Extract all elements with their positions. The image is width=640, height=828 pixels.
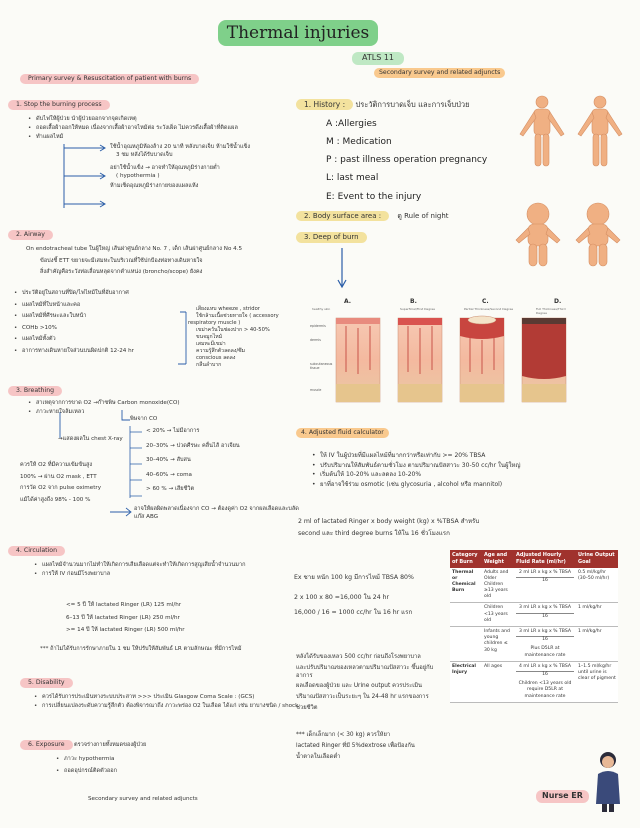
secondary-survey-heading: Secondary survey and related adjuncts xyxy=(374,68,505,78)
lr-rates xyxy=(66,602,296,635)
page-title: Thermal injuries xyxy=(218,20,378,46)
nurse-illustration xyxy=(592,748,624,814)
sign-text: ขนจมูกไหม้ xyxy=(196,334,223,341)
table-cell-rate xyxy=(514,603,576,627)
rate-denominator: 16 xyxy=(542,577,548,583)
sign-text: respiratory muscle ) xyxy=(188,320,241,327)
note-line: lactated Ringer ที่มี 5%dextrose เพื่อป้องกัน xyxy=(296,742,415,749)
co-level: < 20% → ไม่มีอาการ xyxy=(146,428,200,434)
table-cell: Electrical Injury xyxy=(450,661,482,702)
table-cell: 1–1.5 ml/kg/hr until urine is clear of pigment xyxy=(576,661,618,702)
rate-denominator: 16 xyxy=(542,671,548,677)
layer-label: muscle xyxy=(310,388,322,392)
rate-extra: Children <13 years old require D5LR at maintenance rate xyxy=(518,681,572,699)
rate-numerator: 2 ml LR x kg x % TBSA xyxy=(516,570,574,578)
circulation-note: *** ถ้าไม่ได้รับการรักษาภายใน 1 ชม ให้ปรับให้สัมพันธ์ LR ตามลักษณะ ที่มีการไหม้ xyxy=(40,646,242,652)
ample-item: A :Allergies xyxy=(326,119,377,129)
list-item: • เริ่มต้นให้ 10-20% และลดลง 10-20% xyxy=(312,471,612,479)
branch-text: ( hypothermia ) xyxy=(116,172,160,179)
example-line: Ex ชาย หนัก 100 kg มีการไหม้ TBSA 80% xyxy=(294,574,414,581)
fluid-title: 4. Adjusted fluid calculator xyxy=(296,428,389,438)
table-cell: Adults and Older Children ≥13 years old xyxy=(482,568,514,603)
airway-signs xyxy=(188,306,306,369)
bsa-title: 2. Body surface area : xyxy=(296,211,389,221)
note-line: ช่วยชีวิต xyxy=(296,705,318,712)
primary-survey-heading: Primary survey & Resuscitation of patient with burns xyxy=(20,74,199,84)
ample-item: P : past illness operation pregnancy xyxy=(326,155,488,166)
panel-label: B. xyxy=(410,298,417,305)
circulation-list xyxy=(34,562,302,580)
example-line: 2 x 100 x 80 =16,000 ใน 24 hr xyxy=(294,594,390,602)
depth-title: 3. Deep of burn xyxy=(296,232,367,243)
section-stop-burning-title: 1. Stop the burning process xyxy=(8,100,110,110)
table-row xyxy=(450,603,618,627)
ample-list xyxy=(326,118,506,209)
note-line: *** เด็กเล็กมาก (< 30 kg) ควรให้ยา xyxy=(296,732,391,738)
fluid-table-wrap xyxy=(450,550,618,703)
table-cell-rate xyxy=(514,627,576,662)
branch-arrows xyxy=(60,142,110,212)
co-level: 40–60% → coma xyxy=(146,471,192,478)
airway-paragraph xyxy=(26,246,296,277)
table-cell: 1 ml/kg/hr xyxy=(576,627,618,662)
list-item: • การให้ IV ก่อนมีโรงพยาบาล xyxy=(34,571,302,579)
table-row xyxy=(450,568,618,603)
table-header: Adjusted Hourly Fluid Rate (ml/hr) xyxy=(514,550,576,568)
lr-rate: 6–13 ปี ให้ lactated Ringer (LR) 250 ml/hr xyxy=(66,614,180,621)
table-cell xyxy=(450,627,482,662)
o2-text: ควรให้ O2 ที่มีความเข้มข้นสูง xyxy=(20,462,93,468)
table-cell: Infants and young children ≤ 30 kg xyxy=(482,627,514,662)
airway-text: สิ่งสำคัญคือระวังท่อเลื่อนหลุดจากตำแหน่ง (broncho/scope) ยังคง xyxy=(40,269,203,276)
branch-text: ห้ามเช็ดอุณหภูมิร่างกายของแผลแห้ง xyxy=(110,183,199,190)
list-item: • แผลไหม้จำนวนมากไม่ทำให้เกิดการเสียเลือดแต่จะทำให้เกิดการสูญเสียน้ำจำนวนมาก xyxy=(34,562,302,570)
layer-label: dermis xyxy=(310,338,321,342)
list-item: • ภาวะ hypothermia xyxy=(56,756,256,764)
sign-text: เขม่าควันในช่องปาก > 40-50% xyxy=(196,327,270,334)
section-circulation-title: 4. Circulation xyxy=(8,546,65,556)
layer-label: epidermis xyxy=(310,324,326,328)
rate-denominator: 16 xyxy=(542,613,548,619)
exposure-list xyxy=(56,756,256,777)
child-body-figures xyxy=(512,200,632,272)
table-cell-rate xyxy=(514,568,576,603)
table-cell: All ages xyxy=(482,661,514,702)
list-item: • ถอดอุปกรณ์ติดตัวออก xyxy=(56,768,256,776)
airway-text: On endotracheal tube ในผู้ใหญ่ เส้นผ่าศูนย์กลาง No. 7 , เด็ก เส้นผ่าศูนย์กลาง No 4.5 xyxy=(26,246,243,252)
formula-line: 2 ml of lactated Ringer x body weight (kg) x %TBSA สำหรับ xyxy=(298,518,480,525)
sign-text: เสมหะมีเขม่า xyxy=(196,341,226,348)
table-cell: 0.5 ml/kg/hr (30–50 ml/hr) xyxy=(576,568,618,603)
note-line: หลังได้รับของเหลว 500 cc/hr ก่อนถึงโรงพยาบาล xyxy=(296,654,421,660)
co-label: พิษจาก CO xyxy=(130,416,158,422)
note-line: และปรับปริมาณของเหลวตามปริมาณปัสสาวะ ขึ้นอยู่กับอาการ xyxy=(296,664,434,679)
sign-text: เสียงแหบ wheeze , stridor xyxy=(196,306,260,312)
table-cell: Thermal or Chemical Burn xyxy=(450,568,482,603)
sign-text: กลืนลำบาก xyxy=(196,362,222,369)
rate-extra: Plus D5LR at maintenance rate xyxy=(524,646,566,658)
co-level: 30–40% → สับสน xyxy=(146,457,191,464)
history-heading xyxy=(296,100,469,110)
airway-indications-list xyxy=(14,290,179,357)
co-level: 20–30% → ปวดศีรษะ คลื่นไส้ อาเจียน xyxy=(146,442,240,449)
depth-arrow xyxy=(336,246,348,290)
list-item: • แผลไหม้ที่ศีรษะและใบหน้า xyxy=(14,313,179,321)
burn-depth-figure xyxy=(310,298,568,406)
panel-label: D. xyxy=(554,298,562,305)
cxr-note: →แสดงผลใน chest X-ray xyxy=(58,436,123,442)
list-item: • ทำแผลไหม้ xyxy=(28,134,298,142)
panel-caption: Full Thickness/Third Degree xyxy=(536,307,566,316)
list-item: • สาเหตุจากการขาด O2 →ก๊าซพิษ Carbon monoxide(CO) xyxy=(28,400,228,408)
o2-arrow xyxy=(108,506,134,518)
sign-text: conscious ลดลง xyxy=(196,355,236,362)
child-note xyxy=(296,732,446,761)
list-item: • แผลไหม้ทั้งตัว xyxy=(14,336,179,344)
example-line: 16,000 / 16 = 1000 cc/hr ใน 16 hr แรก xyxy=(294,608,413,616)
table-header: Age and Weight xyxy=(482,550,514,568)
airway-text: ข้อบ่งชี้ ETT ขยายจะมีเสมหะในบริเวณที่ใช้ปกป้องท่อทางเดินหายใจ xyxy=(40,257,203,264)
section-breathing-title: 3. Breathing xyxy=(8,386,62,396)
co-level: > 60 % → เสียชีวิต xyxy=(146,486,195,493)
brand-badge: Nurse ER xyxy=(536,790,589,803)
branch-text: อย่าใช้น้ำแข็ง → อาจทำให้อุณหภูมิร่างกายต่ำ xyxy=(110,165,220,172)
lr-rate: <= 5 ปี ให้ lactated Ringer (LR) 125 ml/hr xyxy=(66,602,182,608)
table-cell: Children <13 years old xyxy=(482,603,514,627)
sign-text: ความรู้สึกตัวลดลง/ซึม xyxy=(196,348,246,355)
ample-item: L: last meal xyxy=(326,173,379,184)
branch-text: ใช้น้ำอุณหภูมิห้องล้าง 20 นาที หลังบาดเจ็บ ห้ามใช้น้ำแข็ง xyxy=(110,144,251,150)
table-header-row xyxy=(450,550,618,568)
bsa-heading xyxy=(296,212,449,221)
table-cell: 1 ml/kg/hr xyxy=(576,603,618,627)
adult-body-figures xyxy=(512,92,632,172)
list-item: • ภาวะหายใจล้มเหลว xyxy=(28,409,228,417)
formula-line: second และ third degree burns ให้ใน 16 ชั่วโมงแรก xyxy=(298,530,450,538)
o2-text: การวัด O2 จาก pulse oximetry xyxy=(20,485,101,492)
list-item: • ยาที่อาจใช้ร่วม osmotic (เช่น glycosuria , alcohol หรือ mannitol) xyxy=(312,481,612,489)
branch-text: 3 ชม หลังได้รับบาดเจ็บ xyxy=(116,151,173,158)
note-line: น้ำตาลในเลือดต่ำ xyxy=(296,753,341,760)
fluid-rate-table xyxy=(450,550,618,703)
skin-layers-illustration xyxy=(332,312,568,406)
bsa-rest: ดู Rule of night xyxy=(397,212,449,220)
fluid-list xyxy=(312,452,612,490)
list-item: • ประวัติอยู่ในสถานที่ปิด/ไฟไหม้ในที่อับอากาศ xyxy=(14,290,179,298)
o2-text: 100% → ผ่าน O2 mask , ETT xyxy=(20,473,97,480)
panel-caption: Partial Thickness/Second Degree xyxy=(464,307,514,311)
page-subtitle: ATLS 11 xyxy=(352,52,404,65)
list-item: • ดับไฟให้ผู้ป่วย นำผู้ป่วยออกจากจุดเกิดเหตุ xyxy=(28,116,298,124)
o2-text: แม้ได้ค่าสูงถึง 98% - 100 % xyxy=(20,496,91,503)
table-row xyxy=(450,661,618,702)
list-item: • COHb >10% xyxy=(14,325,179,333)
lr-rate: >= 14 ปี ให้ lactated Ringer (LR) 500 ml/hr xyxy=(66,627,185,634)
ample-item: M : Medication xyxy=(326,137,392,148)
footer-note: Secondary survey and related adjuncts xyxy=(88,796,198,802)
panel-label: C. xyxy=(482,298,489,305)
section-exposure-title: 6. Exposure xyxy=(20,740,73,750)
history-title: 1. History : xyxy=(296,99,353,110)
panel-label: A. xyxy=(344,298,352,305)
rate-numerator: 3 ml LR x kg x % TBSA xyxy=(516,605,574,613)
list-item: • อาการทางเดินหายใจส่วนบนผิดปกติ 12-24 hr xyxy=(14,348,179,356)
airway-bracket xyxy=(176,310,190,366)
list-item: • ควรได้รับการประเมินทางระบบประสาท >>> ประเมิน Glasgow Coma Scale : (GCS) xyxy=(34,694,304,702)
history-title-rest: ประวัติการบาดเจ็บ และการเจ็บป่วย xyxy=(355,100,470,109)
stop-burning-branches xyxy=(110,144,300,191)
fluid-example xyxy=(294,574,444,617)
sign-text: ใช้กล้ามเนื้อช่วยหายใจ ( accessory xyxy=(196,313,279,320)
rate-denominator: 16 xyxy=(542,637,548,643)
list-item: • การเปลี่ยนแปลงระดับความรู้สึกตัว ต้องพิจารณาถึง ภาวะพร่อง O2 ในเลือด ได้แก่ เช่น ยาบางชนิด / shock xyxy=(34,703,304,711)
table-row xyxy=(450,627,618,662)
layer-label: subcutaneous tissue xyxy=(310,362,333,371)
panel-caption: healthy skin xyxy=(312,307,331,311)
list-item: • ให้ IV ในผู้ป่วยที่มีแผลไหม้ที่มากกว่าหรือเท่ากับ >= 20% TBSA xyxy=(312,452,612,460)
o2-notes xyxy=(20,462,130,504)
fluid-note xyxy=(296,654,446,713)
section-airway-title: 2. Airway xyxy=(8,230,53,240)
rate-numerator: 3 ml LR x kg x % TBSA xyxy=(516,629,574,637)
table-header: Category of Burn xyxy=(450,550,482,568)
table-header: Urine Output Goal xyxy=(576,550,618,568)
rate-numerator: 4 ml LR x kg x % TBSA xyxy=(516,664,574,672)
disability-list xyxy=(34,694,304,712)
panel-caption: Superficial/First Degree xyxy=(400,307,436,311)
stop-burning-list xyxy=(28,116,298,143)
breathing-note: อาจให้ผลผิดพลาดเนื่องจาก CO → ต้องดูค่า O2 จากผลเลือดและบลัดแก๊ส ABG xyxy=(134,506,299,520)
note-line: ผลเลือดของผู้ป่วย และ Urine output ควรประเมิน xyxy=(296,683,423,690)
table-cell-rate xyxy=(514,661,576,702)
list-item: • ถอดเสื้อผ้าออกให้หมด เนื่องจากเสื้อผ้าอาจไหม้ต่อ ระวังเผ็ด ไม่ควรดึงเสื้อผ้าที่ติดแผล xyxy=(28,125,298,133)
ample-item: E: Event to the injury xyxy=(326,191,422,202)
list-item: • แผลไหม้ที่ใบหน้าและคอ xyxy=(14,302,179,310)
co-levels xyxy=(146,428,286,494)
breathing-arrows xyxy=(56,408,136,442)
exposure-desc: ตรวจร่างกายทั้งหมดของผู้ป่วย xyxy=(74,742,147,748)
table-cell xyxy=(450,603,482,627)
section-disability-title: 5. Disability xyxy=(20,678,73,688)
list-item: • ปรับปริมาณให้สัมพันธ์ตามชั่วโมง ตามปริมาณปัสสาวะ 30-50 cc/hr ในผู้ใหญ่ xyxy=(312,462,612,470)
note-line: ปริมาณปัสสาวะเป็นระยะๆ ใน 24-48 hr แรกของการ xyxy=(296,694,429,701)
fluid-formula xyxy=(298,518,608,539)
